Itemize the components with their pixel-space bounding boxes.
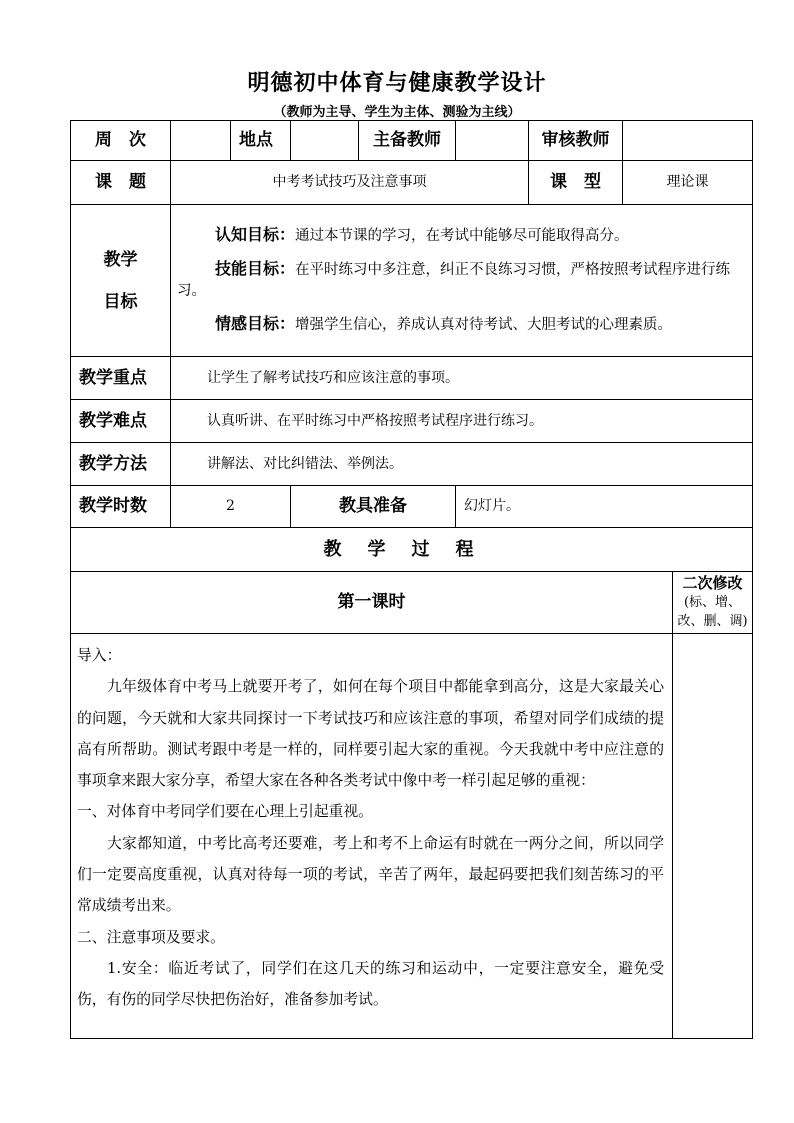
week-value: [171, 121, 231, 161]
hours-value: 2: [171, 486, 291, 528]
page-title: 明德初中体育与健康教学设计: [247, 71, 547, 96]
objectives-label-line2: 目标: [103, 291, 138, 312]
reviewer-label: 审核教师: [529, 121, 623, 161]
revision-sub-1: (标、增、: [683, 595, 742, 610]
session-heading: 第一课时: [71, 572, 673, 634]
process-heading: 教学过程: [71, 528, 753, 572]
location-label: 地点: [231, 121, 291, 161]
reviewer-value: [623, 121, 753, 161]
difficulty-text: 认真听讲、在平时练习中严格按照考试程序进行练习。: [171, 400, 753, 443]
lesson-body: [71, 634, 673, 1039]
revision-heading: 二次修改: [682, 574, 743, 592]
key-points-label: 教学重点: [71, 357, 171, 400]
objectives-label: [71, 205, 171, 357]
equipment-label: 教具准备: [291, 486, 456, 528]
affective-goal: [177, 313, 744, 336]
method-text: 讲解法、对比纠错法、举例法。: [171, 443, 753, 486]
revision-sub-2: 改、删、调): [677, 614, 748, 629]
location-value: [291, 121, 359, 161]
section-paragraph-1: 大家都知道，中考比高考还要难，考上和考不上命运有时就在一两分之间，所以同学们一定要高度重视，认真对待每一项的考试，辛苦了两年，最起码要把我们刻苦练习的平常成绩考出来。: [77, 834, 664, 915]
objectives-content: [171, 205, 753, 357]
week-label: 周 次: [71, 121, 171, 161]
skill-goal-label: 技能目标：: [215, 258, 296, 278]
revision-column: [673, 634, 753, 1039]
cognitive-goal-text: 通过本节课的学习，在考试中能够尽可能取得高分。: [295, 227, 629, 244]
page-subtitle: （教师为主导、学生为主体、测验为主线）: [273, 105, 521, 120]
difficulty-label: 教学难点: [71, 400, 171, 443]
revision-column-header: [673, 572, 753, 634]
section-heading-1: 一、对体育中考同学们要在心理上引起重视。: [77, 803, 373, 821]
lesson-plan-table: [70, 120, 753, 1039]
intro-label: 导入：: [77, 647, 122, 664]
affective-goal-text: 增强学生信心，养成认真对待考试、大胆考试的心理素质。: [295, 316, 673, 333]
section-heading-2: 二、注意事项及要求。: [77, 928, 225, 946]
skill-goal-text: 在平时练习中多注意，纠正不良练习习惯，严格按照考试程序进行练习。: [177, 261, 731, 299]
method-label: 教学方法: [71, 443, 171, 486]
objectives-label-line1: 教学: [103, 249, 138, 270]
teacher-value: [456, 121, 529, 161]
topic-value: 中考考试技巧及注意事项: [171, 161, 529, 205]
type-value: 理论课: [623, 161, 753, 205]
section-paragraph-2: 1.安全：临近考试了，同学们在这几天的练习和运动中，一定要注意安全，避免受伤，有伤的同学尽快把伤治好，准备参加考试。: [77, 959, 664, 1009]
hours-label: 教学时数: [71, 486, 171, 528]
affective-goal-label: 情感目标：: [215, 313, 296, 333]
cognitive-goal-label: 认知目标：: [215, 224, 296, 244]
cognitive-goal: [177, 224, 744, 247]
intro-paragraph: 九年级体育中考马上就要开考了，如何在每个项目中都能拿到高分，这是大家最关心的问题，今天就和大家共同探讨一下考试技巧和应该注意的事项，希望对同学们成绩的提高有所帮助。测试考跟中考是一样的，同样要引起大家的重视。今天我就中考中应注意的事项拿来跟大家分享，希望大家在各种各类考试中像中考一样引起足够的重视：: [77, 678, 664, 790]
key-points-text: 让学生了解考试技巧和应该注意的事项。: [171, 357, 753, 400]
teacher-label: 主备教师: [359, 121, 456, 161]
type-label: 课 型: [529, 161, 623, 205]
skill-goal: [177, 258, 744, 302]
equipment-value: 幻灯片。: [456, 486, 753, 528]
topic-label: 课 题: [71, 161, 171, 205]
